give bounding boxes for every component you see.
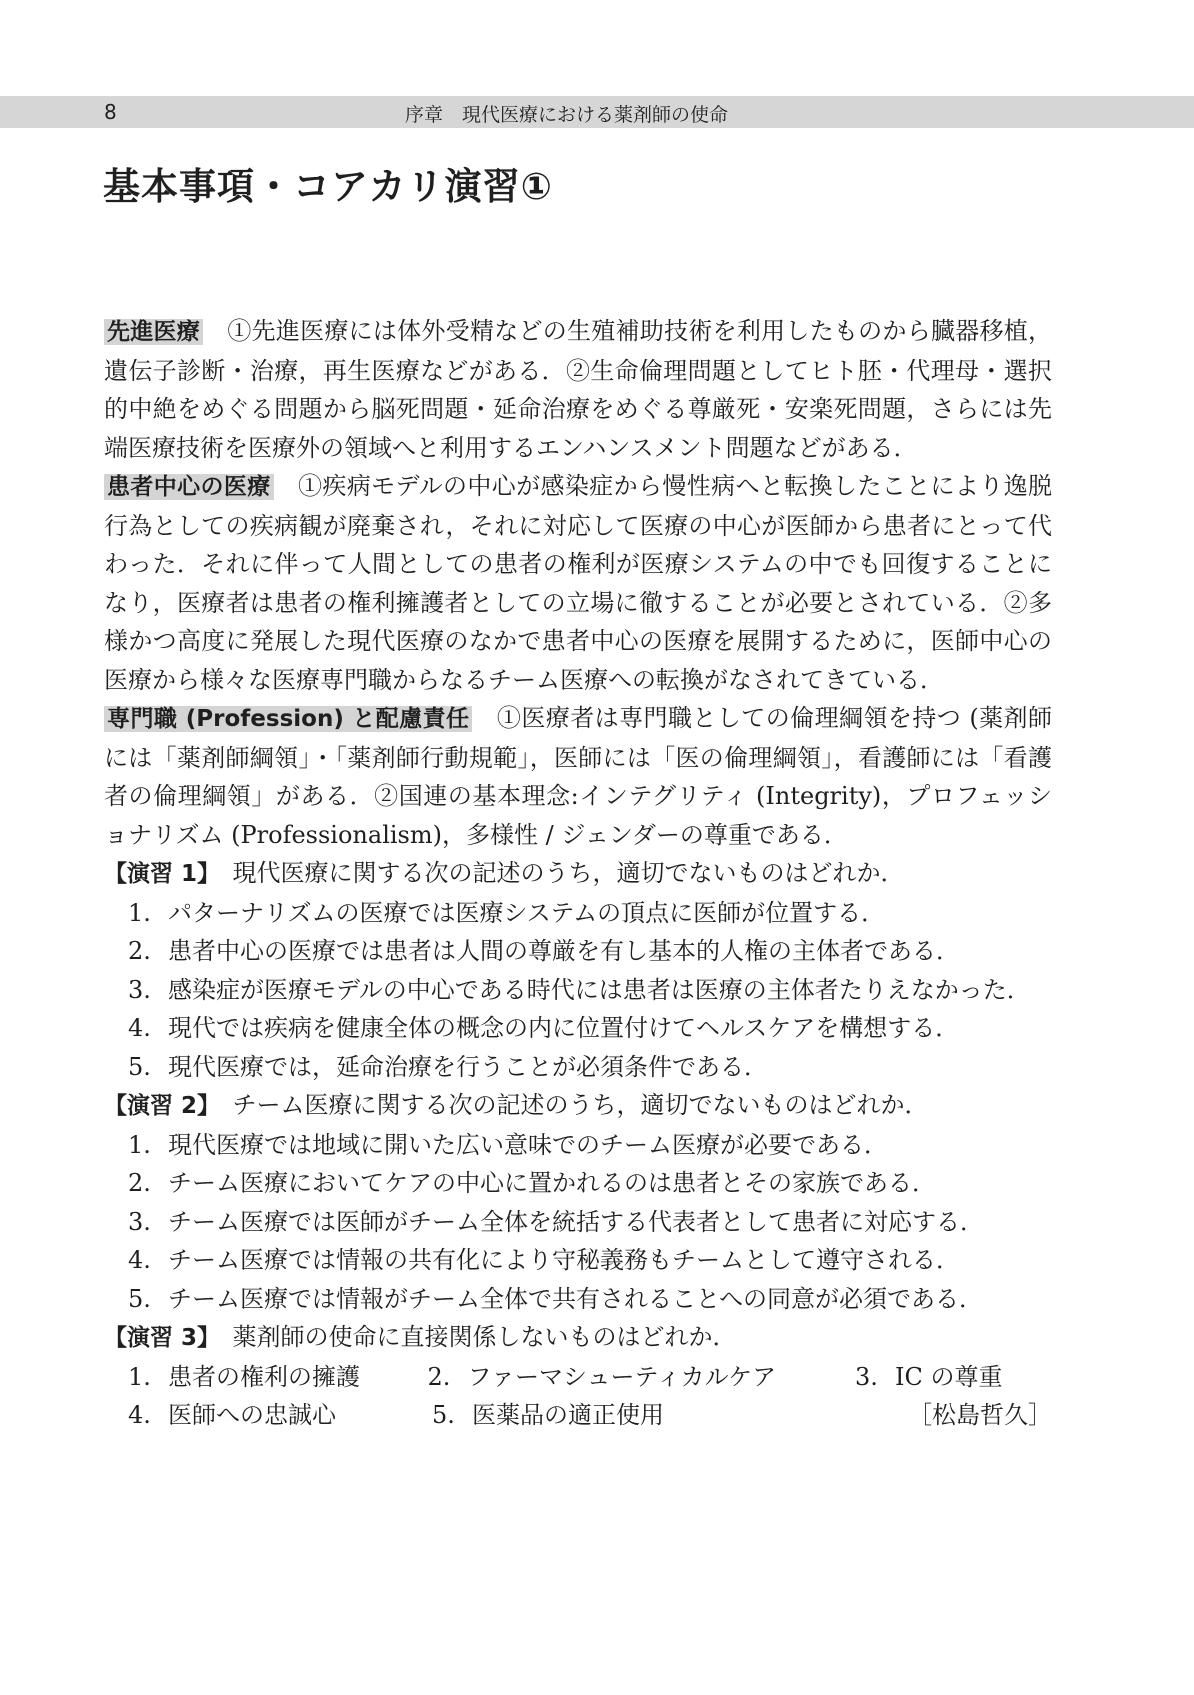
exercise-label: 【演習 3】 [104, 1325, 209, 1351]
exercise-label: 【演習 1】 [104, 861, 209, 887]
section-text: ①医療者は専門職としての倫理綱領を持つ (薬剤師には「薬剤師綱領」・「薬剤師行動規範」，医師には「医の倫理綱領」，看護師には「看護者の倫理綱領」がある．②国連の基本理念:インテグリティ (Integrity)，プロフェッショナリズム (Professionalism)，多様性 / ジェンダーの尊重である． [104, 704, 1052, 849]
choice-item [128, 1241, 1052, 1280]
page-body [104, 312, 1052, 1435]
choice-number: 2. [128, 1169, 151, 1197]
exercise-2-header [104, 1086, 1052, 1126]
exercise-question: 薬剤師の使命に直接関係しないものはどれか． [232, 1323, 737, 1351]
choice-item [128, 1009, 1052, 1048]
choice-number: 4. [128, 1014, 151, 1042]
choice-item [128, 971, 1052, 1010]
section-profession [104, 699, 1052, 854]
page-title: 基本事項・コアカリ演習① [103, 165, 553, 208]
exercise-3-row-1 [104, 1358, 1052, 1397]
section-term: 専門職 (Profession) と配慮責任 [104, 706, 472, 732]
choice-number: 5. [432, 1401, 455, 1429]
choice-text: 現代では疾病を健康全体の概念の内に位置付けてヘルスケアを構想する． [168, 1014, 960, 1042]
choice-number: 5. [128, 1284, 151, 1313]
choice-text: チーム医療においてケアの中心に置かれるのは患者とその家族である． [168, 1169, 936, 1197]
exercise-label: 【演習 2】 [104, 1093, 209, 1119]
exercise-question: 現代医療に関する次の記述のうち，適切でないものはどれか． [232, 859, 905, 887]
exercise-1-choices [104, 894, 1052, 1087]
choice-text: 感染症が医療モデルの中心である時代には患者は医療の主体者たりえなかった． [168, 975, 1031, 1004]
choice-item [128, 1164, 1052, 1203]
choice-number: 4. [128, 1246, 151, 1274]
choice-text: 医薬品の適正使用 [472, 1401, 664, 1429]
choice-item [128, 1358, 427, 1397]
exercise-2-choices [104, 1126, 1052, 1319]
exercise-3-header [104, 1318, 1052, 1358]
exercise-3-row-2 [104, 1396, 1052, 1435]
choice-number: 1. [128, 898, 151, 927]
author-credit: ［松島哲久］ [908, 1401, 1052, 1429]
choice-number: 3. [854, 1362, 878, 1391]
choice-text: チーム医療では情報がチーム全体で共有されることへの同意が必須である． [168, 1284, 984, 1313]
choice-item [855, 1358, 1052, 1397]
section-text: ①疾病モデルの中心が感染症から慢性病へと転換したことにより逸脱行為としての疾病観が廃棄され，それに対応して医療の中心が医師から患者にとって代わった．それに伴って人間としての患者の権利が医療システムの中でも回復することになり，医療者は患者の権利擁護者としての立場に徹することが必要とされている．②多様かつ高度に発展した現代医療のなかで患者中心の医療を展開するために，医師中心の医療から様々な医療専門職からなるチーム医療への転換がなされてきている． [104, 472, 1052, 694]
choice-text: IC の尊重 [894, 1362, 1003, 1391]
exercise-question: チーム医療に関する次の記述のうち，適切でないものはどれか． [232, 1091, 929, 1119]
running-title: 序章 現代医療における薬剤師の使命 [405, 104, 729, 126]
choice-text: 患者中心の医療では患者は人間の尊厳を有し基本的人権の主体者である． [168, 937, 960, 965]
choice-number: 5. [128, 1052, 151, 1081]
choice-number: 4. [128, 1401, 151, 1429]
choice-number: 1. [128, 1130, 151, 1159]
section-term: 患者中心の医療 [104, 474, 274, 500]
choice-text: パターナリズムの医療では医療システムの頂点に医師が位置する． [168, 898, 886, 927]
page-number: 8 [104, 100, 117, 124]
choice-item [427, 1358, 855, 1397]
choice-text: ファーマシューティカルケア [467, 1362, 777, 1391]
choice-number: 2. [427, 1362, 451, 1391]
running-header [0, 96, 1194, 128]
choice-item [432, 1396, 866, 1435]
choice-text: 医師への忠誠心 [168, 1401, 336, 1429]
choice-text: チーム医療では情報の共有化により守秘義務もチームとして遵守される． [168, 1246, 960, 1274]
choice-text: 現代医療では，延命治療を行うことが必須条件である． [168, 1052, 768, 1081]
section-text: ①先進医療には体外受精などの生殖補助技術を利用したものから臓器移植，遺伝子診断・治療，再生医療などがある．②生命倫理問題としてヒト胚・代理母・選択的中絶をめぐる問題から脳死問題・延命治療をめぐる尊厳死・安楽死問題，さらには先端医療技術を医療外の領域へと利用するエンハンスメント問題などがある． [104, 317, 1053, 462]
choice-item [128, 1203, 1052, 1242]
choice-item [128, 1396, 432, 1435]
choice-item [128, 932, 1052, 971]
section-advanced-medicine [104, 312, 1052, 467]
choice-item [128, 1280, 1052, 1319]
section-patient-centered [104, 467, 1052, 699]
choice-number: 3. [128, 1207, 151, 1236]
choice-number: 2. [128, 937, 151, 965]
exercise-1-header [104, 854, 1052, 894]
choice-text: 患者の権利の擁護 [168, 1362, 360, 1391]
choice-item [128, 1126, 1052, 1165]
choice-number: 1. [128, 1362, 151, 1391]
choice-text: 現代医療では地域に開いた広い意味でのチーム医療が必要である． [168, 1130, 888, 1159]
choice-item [128, 894, 1052, 933]
choice-number: 3. [128, 975, 151, 1004]
section-term: 先進医療 [104, 319, 203, 345]
choice-item [128, 1048, 1052, 1087]
choice-text: チーム医療では医師がチーム全体を統括する代表者として患者に対応する． [168, 1207, 984, 1236]
